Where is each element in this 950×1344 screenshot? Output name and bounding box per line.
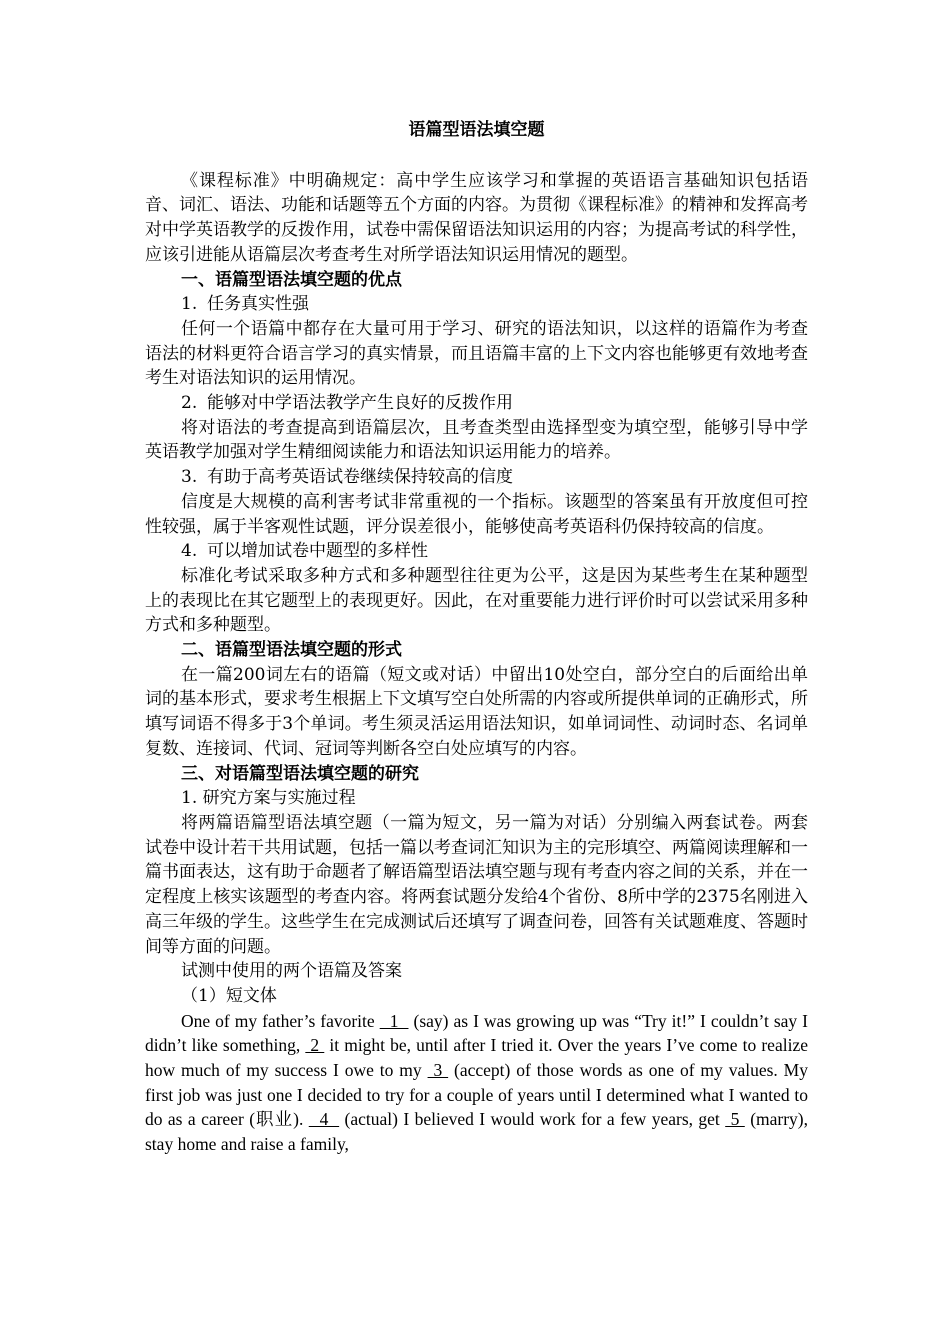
section-2-body: 在一篇200词左右的语篇（短文或对话）中留出10处空白，部分空白的后面给出单词的基本形式，要求考生根据上下文填写空白处所需的内容或所提供单词的正确形式，所填写词语不得多于3个单词。考生须灵活运用语法知识，如单词词性、动词时态、名词单复数、连接词、代词、冠词等判断各空白处应填写的内容。 xyxy=(145,664,808,759)
item-title: 可以增加试卷中题型的多样性 xyxy=(207,541,428,562)
section-3-body: 将两篇语篇型语法填空题（一篇为短文，另一篇为对话）分别编入两套试卷。两套试卷中设计若干共用试题，包括一篇以考查词汇知识为主的完形填空、两篇阅读理解和一篇书面表达，这有助于命题者了解语篇型语法填空题与现有考查内容之间的关系，并在一定程度上核实该题型的考查内容。将两套试题分发给4个省份、8所中学的2375名刚进入高三年级的学生。这些学生在完成测试后还填写了调查问卷，回答有关试题难度、答题时间等方面的问题。 xyxy=(145,812,808,957)
section-3-heading: 三、对语篇型语法填空题的研究 xyxy=(181,763,419,784)
passage-text: (say) as I was growing up was “Try it!” I couldn’t say I didn’t like something, xyxy=(145,1010,808,1056)
passage-text: One of my father’s favorite xyxy=(181,1010,380,1031)
blank-2: 2 xyxy=(305,1035,325,1056)
section-1-item-1-title xyxy=(145,292,808,317)
section-1-heading: 一、语篇型语法填空题的优点 xyxy=(181,269,402,290)
section-1-item-4-body: 标准化考试采取多种方式和多种题型往往更为公平，这是因为某些考生在某种题型上的表现比在其它题型上的表现更好。因此，在对重要能力进行评价时可以尝试采用多种方式和多种题型。 xyxy=(145,565,808,636)
item-number: 1. xyxy=(181,294,198,315)
passage-1-label: （1）短文体 xyxy=(181,985,277,1006)
passages-label: 试测中使用的两个语篇及答案 xyxy=(181,961,402,982)
section-1-item-4-title xyxy=(145,539,808,564)
item-title: 任务真实性强 xyxy=(207,294,309,315)
section-1-item-3-title xyxy=(145,465,808,490)
passage-text: (accept) of those words as one of my values. My first job was just one I decided to try for a couple of years until I determined what I wanted to do as a career (职业). xyxy=(145,1060,808,1130)
item-title: 有助于高考英语试卷继续保持较高的信度 xyxy=(207,467,513,488)
passage-text: (marry), stay home and raise a family, xyxy=(145,1109,809,1155)
section-3-subheading: 1. 研究方案与实施过程 xyxy=(181,788,356,809)
passage-text: (actual) I believed I would work for a few years, get xyxy=(339,1109,726,1130)
section-1-item-2-title xyxy=(145,391,808,416)
intro-paragraph: 《课程标准》中明确规定：高中学生应该学习和掌握的英语语言基础知识包括语音、词汇、语法、功能和话题等五个方面的内容。为贯彻《课程标准》的精神和发挥高考对中学英语教学的反拨作用，试卷中需保留语法知识运用的内容；为提高考试的科学性，应该引进能从语篇层次考查考生对所学语法知识运用情况的题型。 xyxy=(145,170,808,265)
item-number: 2. xyxy=(181,393,198,414)
passage-text: it might be, until after I tried it. Over the years I’ve come to realize how much of my success I owe to my xyxy=(145,1035,808,1081)
item-number: 4. xyxy=(181,541,198,562)
document-title: 语篇型语法填空题 xyxy=(408,120,545,140)
blank-5: 5 xyxy=(725,1109,745,1130)
section-2-heading: 二、语篇型语法填空题的形式 xyxy=(181,640,402,661)
document-page xyxy=(145,118,808,1157)
blank-4: 4 xyxy=(308,1109,340,1130)
item-number: 3. xyxy=(181,467,198,488)
blank-3: 3 xyxy=(427,1060,449,1081)
cloze-passage xyxy=(145,1009,808,1157)
section-1-item-3-body: 信度是大规模的高利害考试非常重视的一个指标。该题型的答案虽有开放度但可控性较强，属于半客观性试题，评分误差很小，能够使高考英语科仍保持较高的信度。 xyxy=(145,491,808,537)
item-title: 能够对中学语法教学产生良好的反拨作用 xyxy=(207,393,513,414)
section-1-item-1-body: 任何一个语篇中都存在大量可用于学习、研究的语法知识，以这样的语篇作为考查语法的材料更符合语言学习的真实情景，而且语篇丰富的上下文内容也能够更有效地考查考生对语法知识的运用情况。 xyxy=(145,318,808,389)
blank-1: 1 xyxy=(379,1010,409,1031)
section-1-item-2-body: 将对语法的考查提高到语篇层次，且考查类型由选择型变为填空型，能够引导中学英语教学加强对学生精细阅读能力和语法知识运用能力的培养。 xyxy=(145,417,808,463)
